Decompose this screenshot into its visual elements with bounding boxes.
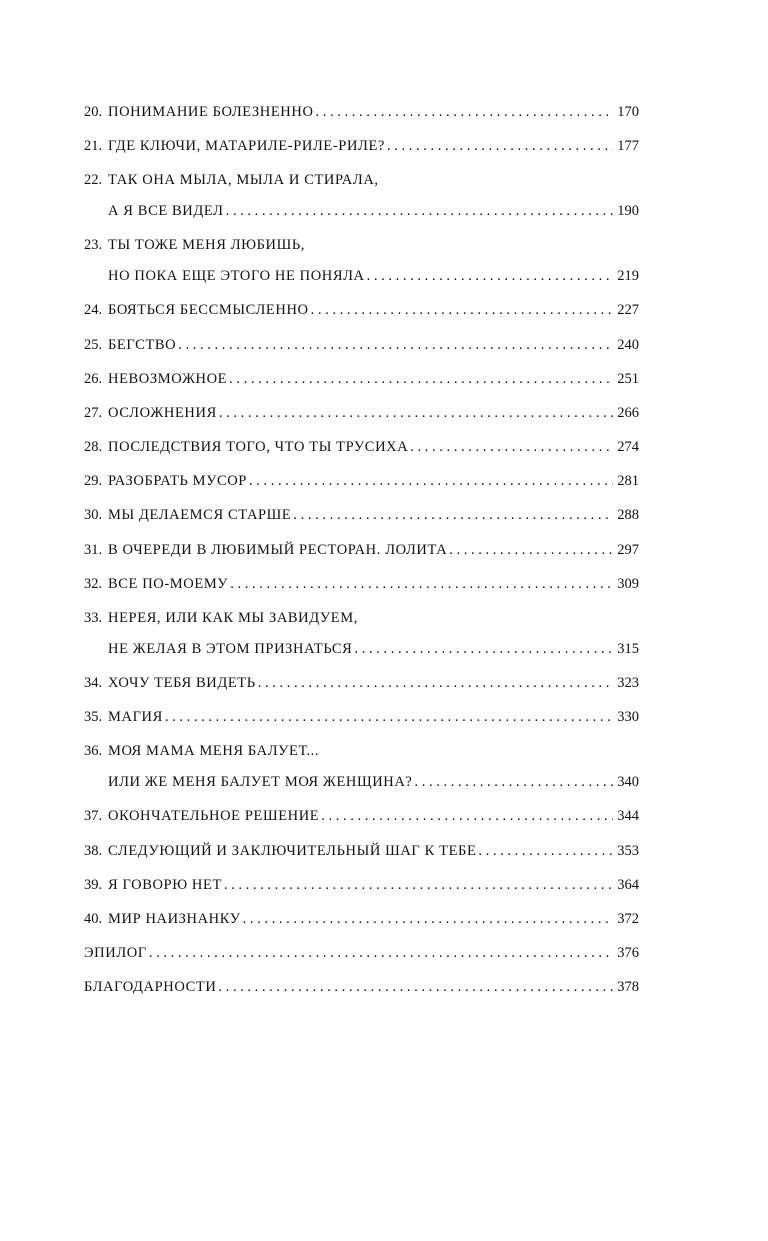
toc-entry-title: А Я ВСЕ ВИДЕЛ (108, 203, 224, 220)
toc-entry-number: 28. (84, 439, 103, 456)
toc-entry-number: 36. (84, 743, 103, 760)
toc-entry-line (84, 504, 639, 526)
toc-entry[interactable] (84, 942, 639, 964)
toc-entry-title: БЛАГОДАРНОСТИ (84, 979, 217, 996)
toc-entry-page-number: 170 (617, 104, 639, 120)
toc-entry-number: 40. (84, 910, 103, 927)
toc-entry-line (84, 299, 639, 321)
toc-entry-line (84, 265, 639, 287)
toc-entry-page-number: 240 (617, 336, 639, 353)
toc-entry-number: 32. (84, 575, 103, 592)
toc-entry-page-number: 288 (617, 507, 639, 524)
toc-entry[interactable] (84, 908, 639, 930)
toc-entry-title: МОЯ МАМА МЕНЯ БАЛУЕТ... (108, 743, 320, 760)
toc-entry[interactable] (84, 436, 639, 458)
toc-entry-line (84, 706, 639, 728)
toc-entry-title: РАЗОБРАТЬ МУСОР (108, 473, 247, 490)
toc-entry-line (84, 771, 639, 793)
toc-entry-line (84, 976, 639, 998)
toc-entry-line (84, 101, 639, 123)
toc-entry[interactable] (84, 402, 639, 424)
dot-leader (314, 101, 613, 123)
toc-entry-page-number: 376 (617, 945, 639, 962)
toc-entry-title: НЕРЕЯ, ИЛИ КАК МЫ ЗАВИДУЕМ, (108, 610, 358, 627)
toc-entry-page-number: 177 (617, 138, 639, 155)
dot-leader (408, 436, 613, 458)
toc-entry-page-number: 190 (617, 203, 639, 220)
toc-entry[interactable] (84, 874, 639, 896)
toc-entry-number: 31. (84, 541, 103, 558)
dot-leader (291, 504, 613, 526)
toc-entry-page-number: 340 (617, 774, 639, 791)
toc-entry-line (84, 874, 639, 896)
toc-entry-page-number: 251 (617, 370, 639, 387)
toc-entry-number: 25. (84, 336, 103, 353)
toc-entry-page-number: 227 (617, 302, 639, 319)
toc-entry[interactable] (84, 976, 639, 998)
toc-entry-title: НЕ ЖЕЛАЯ В ЭТОМ ПРИЗНАТЬСЯ (108, 640, 353, 657)
toc-entry-title: ХОЧУ ТЕБЯ ВИДЕТЬ (108, 675, 256, 692)
dot-leader (365, 265, 613, 287)
toc-entry-line (84, 169, 639, 191)
dot-leader (217, 402, 613, 424)
toc-entry[interactable] (84, 234, 639, 287)
toc-entry-number: 26. (84, 370, 103, 387)
toc-entry-title: СЛЕДУЮЩИЙ И ЗАКЛЮЧИТЕЛЬНЫЙ ШАГ К ТЕБЕ (108, 842, 477, 859)
toc-entry-title: ВСЕ ПО-МОЕМУ (108, 575, 229, 592)
dot-leader (222, 874, 613, 896)
toc-entry-title: ОКОНЧАТЕЛЬНОЕ РЕШЕНИЕ (108, 808, 320, 825)
dot-leader (247, 470, 613, 492)
dot-leader (476, 840, 613, 862)
toc-entry-title: ТЫ ТОЖЕ МЕНЯ ЛЮБИШЬ, (108, 237, 306, 254)
toc-entry-line (84, 200, 639, 222)
toc-entry[interactable] (84, 334, 639, 356)
dot-leader (163, 706, 613, 728)
dot-leader (319, 805, 613, 827)
dot-leader (216, 976, 613, 998)
toc-entry-number: 39. (84, 876, 103, 893)
toc-entry[interactable] (84, 135, 639, 157)
toc-entry-line (84, 840, 639, 862)
toc-entry[interactable] (84, 470, 639, 492)
toc-entry-page-number: 378 (617, 979, 639, 996)
toc-entry[interactable] (84, 539, 639, 561)
toc-entry-title: Я ГОВОРЮ НЕТ (108, 876, 222, 893)
toc-entry-page-number: 372 (617, 910, 639, 927)
toc-entry-title: БЕГСТВО (108, 336, 177, 353)
toc-entry-page-number: 219 (617, 268, 639, 285)
toc-entry-number: 22. (84, 172, 103, 189)
toc-entry-line (84, 672, 639, 694)
toc-entry-line (84, 805, 639, 827)
toc-entry-number: 30. (84, 507, 103, 524)
toc-entry[interactable] (84, 805, 639, 827)
dot-leader (256, 672, 613, 694)
toc-entry-title: В ОЧЕРЕДИ В ЛЮБИМЫЙ РЕСТОРАН. ЛОЛИТА (108, 541, 448, 558)
toc-entry-title: ГДЕ КЛЮЧИ, МАТАРИЛЕ-РИЛЕ-РИЛЕ? (108, 138, 385, 155)
toc-entry-title: ИЛИ ЖЕ МЕНЯ БАЛУЕТ МОЯ ЖЕНЩИНА? (108, 774, 413, 791)
toc-entry-page-number: 309 (617, 575, 639, 592)
toc-entry-line (84, 740, 639, 762)
toc-entry-line (84, 942, 639, 964)
dot-leader (241, 908, 613, 930)
toc-entry-line (84, 638, 639, 660)
dot-leader (147, 942, 613, 964)
dot-leader (352, 638, 613, 660)
dot-leader (176, 334, 613, 356)
toc-entry-line (84, 436, 639, 458)
toc-entry[interactable] (84, 672, 639, 694)
toc-entry-page-number: 274 (617, 439, 639, 456)
toc-entry-number: 35. (84, 709, 103, 726)
toc-entry-page-number: 266 (617, 404, 639, 421)
toc-entry-title: МИР НАИЗНАНКУ (108, 910, 241, 927)
table-of-contents (84, 101, 639, 1011)
toc-entry-page-number: 281 (617, 473, 639, 490)
toc-entry-title: НО ПОКА ЕЩЕ ЭТОГО НЕ ПОНЯЛА (108, 268, 365, 285)
toc-entry-line (84, 368, 639, 390)
toc-entry[interactable] (84, 840, 639, 862)
toc-entry-line (84, 135, 639, 157)
toc-entry[interactable] (84, 169, 639, 222)
toc-entry-title: ПОСЛЕДСТВИЯ ТОГО, ЧТО ТЫ ТРУСИХА (108, 439, 409, 456)
toc-entry-line (84, 573, 639, 595)
toc-entry-title: ТАК ОНА МЫЛА, МЫЛА И СТИРАЛА, (108, 172, 379, 189)
dot-leader (447, 539, 613, 561)
toc-entry-title: МАГИЯ (108, 709, 163, 726)
toc-entry-number: 23. (84, 237, 103, 254)
dot-leader (412, 771, 613, 793)
toc-entry[interactable] (84, 101, 639, 123)
toc-entry-number: 27. (84, 404, 103, 421)
toc-entry-line (84, 539, 639, 561)
toc-entry-title: БОЯТЬСЯ БЕССМЫСЛЕННО (108, 302, 309, 319)
toc-entry[interactable] (84, 607, 639, 660)
toc-entry-number: 37. (84, 808, 103, 825)
toc-entry-page-number: 330 (617, 709, 639, 726)
toc-entry-number: 20. (84, 104, 103, 120)
toc-entry-page-number: 315 (617, 640, 639, 657)
toc-entry-title: НЕВОЗМОЖНОЕ (108, 370, 228, 387)
toc-entry-number: 33. (84, 610, 103, 627)
toc-entry[interactable] (84, 706, 639, 728)
toc-entry[interactable] (84, 368, 639, 390)
toc-entry-title: МЫ ДЕЛАЕМСЯ СТАРШЕ (108, 507, 292, 524)
toc-entry[interactable] (84, 504, 639, 526)
toc-entry-page-number: 297 (617, 541, 639, 558)
toc-entry-line (84, 470, 639, 492)
toc-entry-page-number: 344 (617, 808, 639, 825)
toc-entry-title: ЭПИЛОГ (84, 945, 147, 962)
toc-entry-page-number: 323 (617, 675, 639, 692)
toc-entry-number: 38. (84, 842, 103, 859)
toc-entry-line (84, 334, 639, 356)
toc-entry-number: 21. (84, 138, 103, 155)
dot-leader (224, 200, 613, 222)
toc-entry-number: 34. (84, 675, 103, 692)
toc-entry-title: ОСЛОЖНЕНИЯ (108, 404, 217, 421)
toc-entry-number: 29. (84, 473, 103, 490)
toc-entry[interactable] (84, 573, 639, 595)
toc-entry-number: 24. (84, 302, 103, 319)
toc-entry-line (84, 607, 639, 629)
dot-leader (227, 368, 613, 390)
toc-entry-page-number: 353 (617, 842, 639, 859)
toc-entry[interactable] (84, 299, 639, 321)
toc-entry-page-number: 364 (617, 876, 639, 893)
dot-leader (309, 299, 613, 321)
toc-entry-line (84, 402, 639, 424)
dot-leader (228, 573, 613, 595)
toc-entry-line (84, 234, 639, 256)
dot-leader (385, 135, 613, 157)
toc-entry-line (84, 908, 639, 930)
toc-entry-title: ПОНИМАНИЕ БОЛЕЗНЕННО (108, 104, 314, 120)
toc-entry[interactable] (84, 740, 639, 793)
